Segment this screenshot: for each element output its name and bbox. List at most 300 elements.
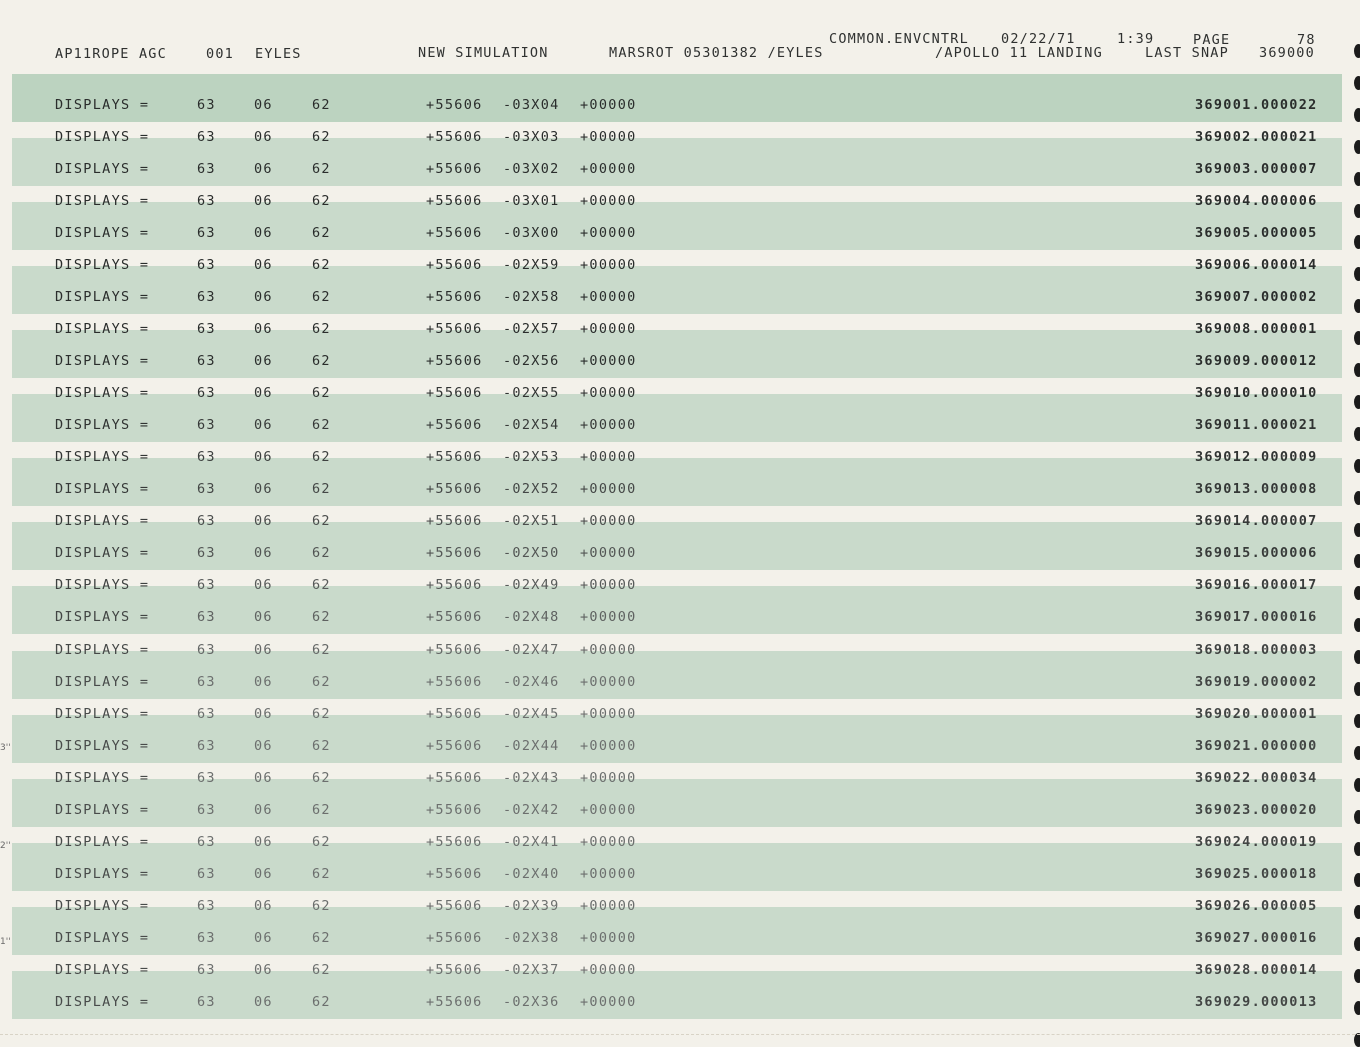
row-field-2: 06 — [254, 705, 273, 722]
feed-hole — [1354, 491, 1360, 505]
row-field-3: 62 — [312, 385, 331, 402]
row-value-3: +00000 — [580, 801, 637, 818]
row-value-3: +00000 — [580, 513, 637, 530]
row-value-3: +00000 — [580, 129, 637, 146]
row-field-2: 06 — [254, 257, 273, 274]
feed-hole — [1354, 937, 1360, 951]
feed-hole — [1354, 618, 1360, 632]
listing-row — [0, 161, 1360, 181]
listing-row — [0, 962, 1360, 982]
row-value-3: +00000 — [580, 417, 637, 434]
row-label: DISPLAYS = — [55, 833, 150, 850]
listing-row — [0, 289, 1360, 309]
row-value-3: +00000 — [580, 897, 637, 914]
row-label: DISPLAYS = — [55, 129, 150, 146]
row-value-1: +55606 — [426, 961, 483, 978]
row-label: DISPLAYS = — [55, 609, 150, 626]
row-snap-id: 369013.000008 — [1195, 481, 1318, 498]
row-label: DISPLAYS = — [55, 641, 150, 658]
row-value-2: -02X45 — [503, 705, 560, 722]
row-value-3: +00000 — [580, 705, 637, 722]
row-field-3: 62 — [312, 353, 331, 370]
listing-row — [0, 449, 1360, 469]
listing-row — [0, 770, 1360, 790]
row-label: DISPLAYS = — [55, 737, 150, 754]
listing-row — [0, 257, 1360, 277]
row-field-1: 63 — [197, 897, 216, 914]
listing-name: AP11ROPE AGC — [55, 46, 167, 62]
program-id: MARSROT 05301382 /EYLES — [609, 45, 824, 61]
page-number: 78 — [1297, 32, 1316, 48]
row-field-3: 62 — [312, 961, 331, 978]
listing-row — [0, 609, 1360, 629]
row-value-3: +00000 — [580, 321, 637, 338]
row-field-2: 06 — [254, 897, 273, 914]
feed-hole — [1354, 1001, 1360, 1015]
row-value-3: +00000 — [580, 193, 637, 210]
row-field-2: 06 — [254, 289, 273, 306]
row-value-2: -02X52 — [503, 481, 560, 498]
row-field-1: 63 — [197, 449, 216, 466]
row-value-2: -03X02 — [503, 161, 560, 178]
row-field-2: 06 — [254, 577, 273, 594]
row-value-1: +55606 — [426, 161, 483, 178]
row-field-3: 62 — [312, 609, 331, 626]
listing-row — [0, 417, 1360, 437]
feed-hole — [1354, 44, 1360, 58]
row-field-2: 06 — [254, 929, 273, 946]
feed-hole — [1354, 427, 1360, 441]
row-value-1: +55606 — [426, 897, 483, 914]
row-snap-id: 369026.000005 — [1195, 897, 1318, 914]
row-value-1: +55606 — [426, 929, 483, 946]
feed-hole — [1354, 204, 1360, 218]
last-snap-label: LAST SNAP — [1145, 45, 1229, 61]
row-value-1: +55606 — [426, 97, 483, 113]
row-field-1: 63 — [197, 609, 216, 626]
row-label: DISPLAYS = — [55, 193, 150, 210]
listing-row — [0, 802, 1360, 822]
row-value-3: +00000 — [580, 225, 637, 242]
row-field-3: 62 — [312, 481, 331, 498]
row-value-2: -02X37 — [503, 961, 560, 978]
row-value-2: -02X47 — [503, 641, 560, 658]
row-value-2: -02X48 — [503, 609, 560, 626]
row-snap-id: 369014.000007 — [1195, 513, 1318, 530]
feed-hole — [1354, 778, 1360, 792]
listing-row — [0, 129, 1360, 149]
job-code: 001 — [206, 46, 234, 62]
row-field-3: 62 — [312, 705, 331, 722]
row-value-3: +00000 — [580, 993, 637, 1010]
row-field-1: 63 — [197, 321, 216, 338]
row-snap-id: 369023.000020 — [1195, 801, 1318, 818]
feed-hole — [1354, 842, 1360, 856]
row-value-1: +55606 — [426, 609, 483, 626]
feed-hole — [1354, 172, 1360, 186]
row-label: DISPLAYS = — [55, 577, 150, 594]
row-field-3: 62 — [312, 641, 331, 658]
row-field-3: 62 — [312, 833, 331, 850]
row-field-1: 63 — [197, 385, 216, 402]
row-snap-id: 369028.000014 — [1195, 961, 1318, 978]
row-label: DISPLAYS = — [55, 545, 150, 562]
row-snap-id: 369012.000009 — [1195, 449, 1318, 466]
feed-hole — [1354, 650, 1360, 664]
row-label: DISPLAYS = — [55, 481, 150, 498]
row-value-1: +55606 — [426, 673, 483, 690]
listing-row — [0, 898, 1360, 918]
row-value-1: +55606 — [426, 257, 483, 274]
row-field-3: 62 — [312, 321, 331, 338]
row-label: DISPLAYS = — [55, 385, 150, 402]
listing-row — [0, 834, 1360, 854]
feed-hole — [1354, 714, 1360, 728]
row-label: DISPLAYS = — [55, 865, 150, 882]
row-label: DISPLAYS = — [55, 673, 150, 690]
row-value-1: +55606 — [426, 801, 483, 818]
feed-hole — [1354, 586, 1360, 600]
listing-row — [0, 577, 1360, 597]
row-label: DISPLAYS = — [55, 289, 150, 306]
row-value-3: +00000 — [580, 481, 637, 498]
last-snap-number: 369000 — [1259, 45, 1315, 61]
row-value-1: +55606 — [426, 449, 483, 466]
row-field-2: 06 — [254, 225, 273, 242]
row-label: DISPLAYS = — [55, 897, 150, 914]
row-snap-id: 369018.000003 — [1195, 641, 1318, 658]
feed-hole — [1354, 810, 1360, 824]
row-value-3: +00000 — [580, 865, 637, 882]
row-field-1: 63 — [197, 257, 216, 274]
row-field-1: 63 — [197, 993, 216, 1010]
row-field-1: 63 — [197, 225, 216, 242]
row-value-2: -02X44 — [503, 737, 560, 754]
row-value-1: +55606 — [426, 417, 483, 434]
feed-hole — [1354, 905, 1360, 919]
listing-row — [0, 738, 1360, 758]
row-snap-id: 369004.000006 — [1195, 193, 1318, 210]
listing-row — [0, 97, 1360, 117]
row-field-2: 06 — [254, 449, 273, 466]
row-field-2: 06 — [254, 737, 273, 754]
row-snap-id: 369009.000012 — [1195, 353, 1318, 370]
row-value-2: -02X40 — [503, 865, 560, 882]
row-value-2: -02X36 — [503, 993, 560, 1010]
row-value-2: -02X56 — [503, 353, 560, 370]
row-value-3: +00000 — [580, 161, 637, 178]
row-value-3: +00000 — [580, 769, 637, 786]
listing-row — [0, 193, 1360, 213]
feed-hole — [1354, 108, 1360, 122]
margin-ruler-mark: 2'' — [0, 841, 11, 851]
row-field-3: 62 — [312, 545, 331, 562]
mission-title: /APOLLO 11 LANDING — [935, 45, 1103, 61]
feed-hole — [1354, 554, 1360, 568]
row-field-2: 06 — [254, 353, 273, 370]
row-field-1: 63 — [197, 801, 216, 818]
row-snap-id: 369021.000000 — [1195, 737, 1318, 754]
listing-row — [0, 481, 1360, 501]
feed-hole — [1354, 267, 1360, 281]
row-snap-id: 369025.000018 — [1195, 865, 1318, 882]
row-field-1: 63 — [197, 193, 216, 210]
row-value-2: -02X58 — [503, 289, 560, 306]
row-value-2: -02X53 — [503, 449, 560, 466]
row-label: DISPLAYS = — [55, 161, 150, 178]
feed-hole — [1354, 523, 1360, 537]
listing-row — [0, 545, 1360, 565]
row-field-2: 06 — [254, 641, 273, 658]
row-field-2: 06 — [254, 609, 273, 626]
feed-hole — [1354, 746, 1360, 760]
row-value-2: -02X43 — [503, 769, 560, 786]
row-value-1: +55606 — [426, 737, 483, 754]
row-value-2: -02X46 — [503, 673, 560, 690]
row-value-3: +00000 — [580, 737, 637, 754]
row-value-1: +55606 — [426, 385, 483, 402]
row-value-2: -02X50 — [503, 545, 560, 562]
row-field-3: 62 — [312, 289, 331, 306]
row-value-1: +55606 — [426, 481, 483, 498]
row-field-2: 06 — [254, 161, 273, 178]
row-field-1: 63 — [197, 353, 216, 370]
row-label: DISPLAYS = — [55, 929, 150, 946]
row-value-3: +00000 — [580, 641, 637, 658]
row-label: DISPLAYS = — [55, 801, 150, 818]
row-field-3: 62 — [312, 801, 331, 818]
row-field-3: 62 — [312, 897, 331, 914]
row-value-1: +55606 — [426, 833, 483, 850]
row-label: DISPLAYS = — [55, 769, 150, 786]
row-field-3: 62 — [312, 97, 331, 113]
row-value-2: -03X03 — [503, 129, 560, 146]
row-field-1: 63 — [197, 513, 216, 530]
row-snap-id: 369003.000007 — [1195, 161, 1318, 178]
row-label: DISPLAYS = — [55, 257, 150, 274]
listing-row — [0, 930, 1360, 950]
row-field-1: 63 — [197, 833, 216, 850]
row-field-2: 06 — [254, 865, 273, 882]
row-label: DISPLAYS = — [55, 513, 150, 530]
row-value-1: +55606 — [426, 641, 483, 658]
row-field-3: 62 — [312, 577, 331, 594]
row-field-2: 06 — [254, 97, 273, 113]
simulation-mode: NEW SIMULATION — [418, 45, 549, 61]
row-field-3: 62 — [312, 769, 331, 786]
row-field-1: 63 — [197, 545, 216, 562]
row-field-1: 63 — [197, 961, 216, 978]
listing-row — [0, 513, 1360, 533]
row-value-1: +55606 — [426, 865, 483, 882]
row-field-1: 63 — [197, 705, 216, 722]
row-value-3: +00000 — [580, 833, 637, 850]
row-field-2: 06 — [254, 417, 273, 434]
row-value-3: +00000 — [580, 353, 637, 370]
listing-row — [0, 674, 1360, 694]
row-label: DISPLAYS = — [55, 353, 150, 370]
row-value-3: +00000 — [580, 449, 637, 466]
row-field-3: 62 — [312, 129, 331, 146]
row-value-1: +55606 — [426, 705, 483, 722]
row-snap-id: 369027.000016 — [1195, 929, 1318, 946]
print-date: 02/22/71 — [1001, 31, 1076, 47]
row-field-2: 06 — [254, 769, 273, 786]
row-snap-id: 369029.000013 — [1195, 993, 1318, 1010]
listing-row — [0, 385, 1360, 405]
row-field-1: 63 — [197, 769, 216, 786]
row-field-3: 62 — [312, 225, 331, 242]
row-field-1: 63 — [197, 577, 216, 594]
row-field-2: 06 — [254, 801, 273, 818]
listing-row — [0, 353, 1360, 373]
environment-control: COMMON.ENVCNTRL — [829, 31, 969, 47]
row-snap-id: 369011.000021 — [1195, 417, 1318, 434]
row-field-3: 62 — [312, 449, 331, 466]
row-field-2: 06 — [254, 961, 273, 978]
row-field-1: 63 — [197, 417, 216, 434]
row-field-1: 63 — [197, 289, 216, 306]
feed-hole — [1354, 140, 1360, 154]
listing-row — [0, 866, 1360, 886]
row-value-2: -02X41 — [503, 833, 560, 850]
row-snap-id: 369001.000022 — [1195, 97, 1318, 113]
feed-hole — [1354, 969, 1360, 983]
row-snap-id: 369006.000014 — [1195, 257, 1318, 274]
row-value-2: -02X39 — [503, 897, 560, 914]
row-value-1: +55606 — [426, 545, 483, 562]
tractor-feed-holes — [1350, 0, 1360, 1047]
row-value-2: -02X42 — [503, 801, 560, 818]
row-field-2: 06 — [254, 385, 273, 402]
row-value-3: +00000 — [580, 289, 637, 306]
row-field-1: 63 — [197, 97, 216, 113]
listing-row — [0, 994, 1360, 1014]
row-field-3: 62 — [312, 193, 331, 210]
row-value-3: +00000 — [580, 385, 637, 402]
row-field-1: 63 — [197, 129, 216, 146]
row-value-1: +55606 — [426, 193, 483, 210]
row-label: DISPLAYS = — [55, 225, 150, 242]
page-label: PAGE — [1193, 32, 1231, 48]
row-value-2: -03X04 — [503, 97, 560, 113]
row-value-2: -02X38 — [503, 929, 560, 946]
row-field-2: 06 — [254, 545, 273, 562]
row-label: DISPLAYS = — [55, 961, 150, 978]
row-value-2: -02X57 — [503, 321, 560, 338]
feed-hole — [1354, 299, 1360, 313]
margin-ruler-mark: 3'' — [0, 743, 11, 753]
row-field-2: 06 — [254, 993, 273, 1010]
row-value-2: -02X54 — [503, 417, 560, 434]
row-field-3: 62 — [312, 673, 331, 690]
row-field-2: 06 — [254, 481, 273, 498]
row-value-2: -02X55 — [503, 385, 560, 402]
row-snap-id: 369024.000019 — [1195, 833, 1318, 850]
row-field-2: 06 — [254, 129, 273, 146]
row-value-1: +55606 — [426, 577, 483, 594]
row-value-1: +55606 — [426, 769, 483, 786]
row-field-3: 62 — [312, 865, 331, 882]
user-name: EYLES — [255, 46, 302, 62]
row-value-3: +00000 — [580, 97, 637, 113]
margin-ruler-mark: 1'' — [0, 937, 11, 947]
row-field-2: 06 — [254, 321, 273, 338]
row-snap-id: 369019.000002 — [1195, 673, 1318, 690]
row-value-1: +55606 — [426, 225, 483, 242]
row-snap-id: 369007.000002 — [1195, 289, 1318, 306]
row-value-3: +00000 — [580, 257, 637, 274]
row-field-1: 63 — [197, 481, 216, 498]
row-value-1: +55606 — [426, 513, 483, 530]
feed-hole — [1354, 459, 1360, 473]
row-snap-id: 369015.000006 — [1195, 545, 1318, 562]
row-value-1: +55606 — [426, 289, 483, 306]
feed-hole — [1354, 235, 1360, 249]
row-value-2: -03X01 — [503, 193, 560, 210]
feed-hole — [1354, 395, 1360, 409]
row-field-2: 06 — [254, 673, 273, 690]
feed-hole — [1354, 76, 1360, 90]
row-field-2: 06 — [254, 833, 273, 850]
feed-hole — [1354, 363, 1360, 377]
row-label: DISPLAYS = — [55, 321, 150, 338]
row-value-1: +55606 — [426, 993, 483, 1010]
row-snap-id: 369008.000001 — [1195, 321, 1318, 338]
listing-row — [0, 706, 1360, 726]
row-value-2: -03X00 — [503, 225, 560, 242]
row-value-1: +55606 — [426, 321, 483, 338]
row-snap-id: 369005.000005 — [1195, 225, 1318, 242]
row-field-1: 63 — [197, 161, 216, 178]
row-snap-id: 369002.000021 — [1195, 129, 1318, 146]
row-label: DISPLAYS = — [55, 705, 150, 722]
row-value-3: +00000 — [580, 545, 637, 562]
row-field-3: 62 — [312, 513, 331, 530]
row-snap-id: 369010.000010 — [1195, 385, 1318, 402]
perforation-line — [0, 1034, 1360, 1035]
row-value-2: -02X51 — [503, 513, 560, 530]
feed-hole — [1354, 682, 1360, 696]
row-field-3: 62 — [312, 929, 331, 946]
row-snap-id: 369020.000001 — [1195, 705, 1318, 722]
row-field-3: 62 — [312, 417, 331, 434]
row-field-1: 63 — [197, 929, 216, 946]
row-label: DISPLAYS = — [55, 449, 150, 466]
row-value-3: +00000 — [580, 961, 637, 978]
row-field-2: 06 — [254, 193, 273, 210]
row-field-2: 06 — [254, 513, 273, 530]
feed-hole — [1354, 331, 1360, 345]
row-field-1: 63 — [197, 737, 216, 754]
row-value-2: -02X59 — [503, 257, 560, 274]
row-value-3: +00000 — [580, 929, 637, 946]
row-label: DISPLAYS = — [55, 417, 150, 434]
row-field-3: 62 — [312, 257, 331, 274]
row-field-3: 62 — [312, 737, 331, 754]
row-field-3: 62 — [312, 161, 331, 178]
row-value-3: +00000 — [580, 577, 637, 594]
row-snap-id: 369016.000017 — [1195, 577, 1318, 594]
row-field-1: 63 — [197, 865, 216, 882]
listing-row — [0, 321, 1360, 341]
row-value-3: +00000 — [580, 673, 637, 690]
row-field-1: 63 — [197, 673, 216, 690]
listing-row — [0, 225, 1360, 245]
feed-hole — [1354, 873, 1360, 887]
row-value-1: +55606 — [426, 353, 483, 370]
row-snap-id: 369022.000034 — [1195, 769, 1318, 786]
